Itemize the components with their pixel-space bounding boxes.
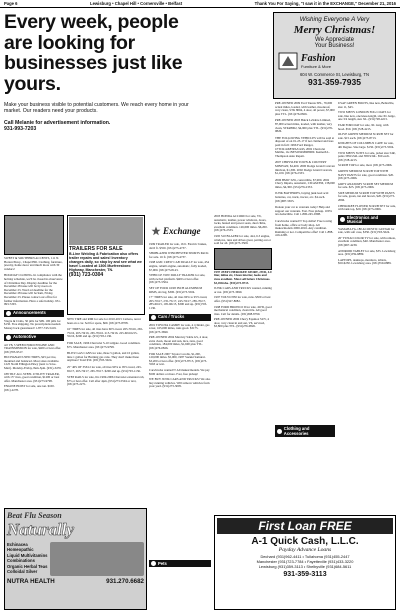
- paw-icon: [151, 561, 156, 566]
- column-1: [4, 215, 64, 393]
- section-label: Cars / Trucks: [158, 314, 185, 320]
- list-item: 16" TIRES for sale, all tires have 60% tread. 265-70r16, 265-75r16, 265-70r16, 265-70r16. 215-70r16. 225-60r16215-55r16, $200 and up. (931)703-1136.: [67, 328, 144, 339]
- list-item: TWO MEN'S SUITS for sale, jacket size 54R, pants 36Wx34L and 38Wx34L. $50 each. (931)728-4215.: [338, 151, 396, 162]
- list-item: CHEROKEE FLOWER SCRUB SET for sale, with tank top, $20. (931)273-2066.: [338, 204, 396, 212]
- list-item: 17" TIRES for sale, all tires 90% to 95% tread, 265-70r17, 235-75r17, 245-70r17, 285-70r17, 285-66r15, 195-60r15, $300 and up. (931)703-1136.: [149, 296, 208, 310]
- megaphone-icon: [6, 311, 11, 316]
- list-item: NEW TIRE and RIM for sale for 2010-2015 Camaro, never been on a car. Sell for spare, $60. (931)273-8708.: [67, 318, 141, 325]
- nutra-health-phone: 931.270.6682: [106, 578, 144, 585]
- nutra-health-name: NUTRA HEALTH: [7, 578, 55, 585]
- section-label: Clothing and Accessories: [283, 426, 310, 436]
- guitar-icon: [340, 217, 345, 222]
- list-item: Manchester (931)723-7784 • Fayetteville (931)433-3220: [256, 558, 354, 564]
- exchange-logo-text: Exchange: [163, 226, 201, 236]
- column-2: [67, 318, 145, 387]
- store-address: 604 W. Commerce St, Lewisburg, TN: [299, 72, 370, 77]
- beat-flu-title1: Beat Flu Season: [7, 511, 62, 520]
- list-item: PRE-OWNED 2009 Ford Taurus SEL, 76,000 actual miles, loaded, with leather, moonroof, very clean, STK 8094, 4 door, all power, $7,900 plus TTL. (931)276-0826.: [275, 102, 335, 116]
- page-number: Page 6: [4, 1, 18, 6]
- hero-headline: Every week, people are looking for businesses just like yours.: [4, 12, 183, 95]
- list-item: ENGINE HOIST for sale, one ton. $100. (931)-2278.: [4, 385, 55, 393]
- first-loan-title: First Loan FREE: [217, 518, 393, 534]
- list-item: BUCHANAN USED TIRES, $25 per tire, mounted and balanced. Most sizes available. 1225 North Ellington Pkwy (next to Save-Mart). Monday-Friday, 8am-5pm. (931)-3470.: [4, 356, 62, 371]
- list-item: FOR SALE 2007 Toyota Corolla, $1,200, 120,000 miles. $5,000, 1987 Suzuki Samurai. $3,200 or best offer. (931)273-8713, (931)273-5563 or text.: [149, 352, 208, 367]
- list-item: YAMAHA FG-180 ACOUSTIC GUITAR for sale, with soft case, $350. (931)703-5024.: [338, 227, 395, 235]
- list-item: 1997 VOLVO 850 for sale, runs. $500 or best offer. (931)327-8082.: [214, 296, 271, 303]
- column-5: [275, 102, 335, 238]
- store-phone: 931-359-7935: [308, 77, 361, 87]
- list-item: PRE-OWNED 2003 Buick LeSabre Limited, 87,000 actual miles, loaded, with leather, very clean, STK#8062, $4,900 plus TTL. (931)276-0826.: [275, 119, 333, 134]
- list-item: Donate your car to veterans today! Help and support our veterans. Fast. Free pickup. 100% tax deductible. Call 1-800-245-0398.: [275, 206, 332, 217]
- page-header: [0, 0, 400, 8]
- list-item: KNIGHTS OF COLUMBUS CAPE for sale, 4th Degree. Size large. $150. (931)273-5504.: [338, 142, 395, 149]
- greeting-ad: [273, 12, 396, 99]
- list-item: 4.0 V8, 5 SPEED FORD ENGINE AND TRANSMISSION for sale, $400 or best offer. (931)703-9517.: [4, 343, 61, 354]
- beat-flu-title2: Naturally: [7, 520, 75, 539]
- trailers-ad: [67, 215, 145, 315]
- list-item: JUNK CARS AND TRUCKS wanted, running or not. (931)273-3690.: [214, 287, 272, 294]
- hero-call-prefix: Call Melanie for advertisement information.: [4, 119, 111, 126]
- section-pets: [149, 560, 211, 567]
- list-item: THE FOLLOWING VEHICLES will be sold at disposal of on 01-23-17 if not claimed and fees paid in full: 1996 Ford Ranger, 1FTCR14X8TPA31243, 2002 Chevrolet Malibu, 1G1NE52J92M608000. Kenneth L. Thompson Auto Repair.: [275, 136, 335, 158]
- hero-call: [4, 120, 201, 133]
- list-item: 26" FUNAI COLOR TV for sale, with remote, excellent condition, $40. Manchester area. (931)967-4239.: [338, 236, 396, 248]
- list-item: Viagra & Cialis, 50 pills for $99. 100 pills for $150. Free shipping. No prescriptions needed. Money back guaranteed! 1-877-743-5419.: [4, 319, 62, 330]
- shirt-icon: [277, 429, 282, 434]
- list-item: Dechard (931)962-4411 • Tullahoma (931)455-2447: [260, 554, 350, 559]
- list-item: Cars/trucks wanted!!! All makes/models. We pay $500 dollars or more. Fast, free pickup!: [149, 369, 210, 376]
- column-3: [149, 243, 211, 389]
- list-item: 1998 FORD BRONCO II for sale, 4WD, good mechanical condition, clean title. All good tires. Call for details. (931)308-8790.: [214, 305, 272, 316]
- list-item: 1995 S10 BLAZER for sale, 4x4, 6.3 engine, windows, runs and drives great, parting out or sold for all. (931)273-3509.: [214, 234, 271, 246]
- list-item: 1998 GMC CREW CAB DUALLY for sale, 454 engine, rebuilt engine, automatic, fully loaded, $7,900. (931)273-8143.: [149, 261, 210, 272]
- store-logo-icon: [278, 52, 298, 70]
- list-item: JUNK BATTERIES, buying junk lead acid batteries, car, truck, tractor, etc. $4 each. (931)687-5655.: [275, 192, 329, 203]
- list-item: STEP RAILS for sale, fits 1999-2006 Chevrolet extended cab, $75 or best offer. Call after 4pm, (931)273-5504 or text, (931)273-2271.: [67, 376, 145, 387]
- list-item: USAF GREEN BOOTS, like new, Belleville, size 11, $45.: [338, 102, 395, 109]
- list-item: OLIVE GREEN MEDIUM SCRUB SET for sale. $15 each. (931)273-8713.: [338, 133, 394, 140]
- list-item: Lewisburg (931)359-3113 • Shelbyville (931)684-5611: [258, 563, 352, 569]
- list-item: Combinations: [7, 558, 35, 564]
- list-item: 188 TILT ALL STEEL UTILITY TRAILER, with 15" tires, good condition, $1200 or best offer. Manchester area. (931)273-9798.: [4, 372, 60, 383]
- car-icon: [6, 335, 11, 340]
- list-item: Liquid Multivitamins: [7, 552, 48, 558]
- list-item: Colloidal Silver: [7, 569, 38, 575]
- paper-locations: Lewisburg • Chapel Hill • Cornersville • Belfast: [90, 1, 183, 6]
- loan-phone: 931-359-3113: [283, 571, 327, 579]
- greeting-line4: Your Business!: [314, 43, 355, 49]
- trailer-photo: [69, 217, 143, 245]
- truck-icon: [151, 315, 156, 320]
- greeting-line1: Wishing Everyone A Very: [299, 16, 370, 23]
- list-item: SWEET & SOUTHERN ACCENTS, 111 N. Horton Pkwy., Chapel Hill. Clothing, furniture, jewelry, home decor and much more with 30 vendors!: [4, 257, 63, 271]
- tea-photo: [50, 542, 144, 576]
- greeting-line3: We Appreciate: [315, 37, 354, 43]
- list-item: VEHICLE TOW DOLLY TRAILER for sale, with swivel platform. $400 or best offer. (931)273-5504.: [149, 274, 206, 285]
- column-4: [214, 215, 272, 329]
- header-thanks: Thank You For Saying, "I saw it in the EXCHANGE," December 21, 2016: [254, 1, 396, 6]
- section-label: Electronics and Musical: [346, 214, 379, 224]
- list-item: GREEN MEDIUM SCRUB TOP WITH NAVY PANTS for sale, good condition. $20. (931)273-2066.: [338, 169, 394, 181]
- list-item: 25" 40S OF 35X12 for sale, all tires 90% to 95% tread, 245-65r17, 265-70r17, 265-70r17. $200 and up. (931)703-1136.: [67, 365, 142, 373]
- list-item: HOLIDAY CLOSING. In compliance with the holiday schedule, we'll be closed in observance of Christmas Day. Display deadline for the December 28 issue will be by noon on December 23. Word ad deadline for the December 28 issue will be 9am, Friday, December 23. Please contact our office for further information. Have a safe holiday. 931-993-7203.: [4, 274, 63, 307]
- loan-tagline: Payday Advance Loans: [278, 547, 332, 553]
- section-cars-trucks: [149, 314, 211, 321]
- list-item: LAPTOPS, desktops, monitors, tablets, $50-$250. Lewisburg area. (931)359-6889.: [338, 258, 392, 266]
- list-item: 2006 BMW 325i, convertible, $7,900. 2002 Chevy Impala, automatic, CD/AM/FM, 138,000 miles, $4,300. (931)276-2333.: [275, 178, 335, 189]
- list-item: 2007 CHRYSLER TOWN & COUNTRY MINIVAN, $2,400. 2000 Dodge Grand Caravan minivan, $1,300. 2002 Dodge Grand Caravan, $1,100. (931)276-2333.: [275, 161, 335, 176]
- list-item: 1997 JEEP CHEROKEE SPORT, 2WD, 4.0 liter, inline six, Clean interior, looks and runs excellent. Must sell before Christmas. $3,450/obo. (931)273-8713.: [214, 270, 272, 285]
- list-item: ANDROID TABLET for sale, $35. Lewisburg area. (931)359-6889.: [338, 249, 396, 257]
- storefront-photo: [4, 215, 64, 255]
- hero-body: Make your business visible to potential customers. We reach every home in your market. Our readers need your products.: [4, 102, 189, 115]
- trailers-body: B-Line Welding & Fabrication also offers trailer repairs and sales! Inventory changes daily, so stop by and see what we have! Located at 1306 Murfreesboro Highway, Manchester, TN.: [69, 252, 142, 273]
- store-name: Fashion: [301, 53, 336, 64]
- loan-company: A-1 Quick Cash, L.L.C.: [251, 536, 359, 547]
- list-item: PRE-OWNED 2004 Mercury Sable GS, 4 door, extra clean, moon and sun, nice, runs, good condition, 184,000 miles, $1,600 plus TTL. (931)276-0826.: [149, 336, 209, 351]
- list-item: 2003 HONDA ACCORD for sale, V6, automatic, leather, power windows, doors, locks, heated and power seats, dual clima, excellent condition. 126,000 miles. $6,200. (931)276-2333.: [214, 215, 268, 233]
- list-item: SET OF FOUR 16X8 INCH ALUMINUM RIMS, six lug, $300. (931)273-5504.: [149, 286, 203, 294]
- list-item: GREY ANATOMY SCRUB SET MEDIUM for sale. $25. (931)273-2066.: [338, 182, 394, 190]
- first-loan-ad: [214, 515, 396, 610]
- list-item: WE BUY JUNK CARS AND TRUCKS! We also buy running vehicles. Will remove vehicles from your yard. (931)273-3005.: [149, 378, 211, 389]
- list-item: 1999 TRAILER for sale, 16 ft. Electric brakes, 4x10 ft. $550. (931)273-4737.: [149, 243, 208, 250]
- list-item: SCRUB TOP for sale, med. (931)273-2066.: [338, 164, 393, 168]
- list-item: Organic Herbal Teas: [7, 563, 48, 569]
- hero-ad: [4, 12, 201, 212]
- list-item: FAIR FORCOAT for sale, XL long, with hood. $50. (931)728-4215.: [338, 123, 389, 131]
- section-label: Announcements: [13, 310, 46, 316]
- greeting-line2: Merry Christmas!: [293, 24, 376, 36]
- loan-locations: [217, 555, 393, 569]
- trailers-phone: (931) 723-0304: [69, 272, 104, 279]
- section-label: Pets: [158, 561, 167, 566]
- section-announcements: [4, 310, 64, 317]
- section-clothing: [275, 425, 335, 437]
- store-tag: Furniture & More: [301, 64, 332, 69]
- beat-flu-list: [7, 542, 47, 576]
- trailers-title: TRAILERS FOR SALE: [69, 246, 123, 252]
- list-item: Homeopathic: [7, 547, 34, 553]
- beat-flu-ad: [4, 508, 147, 610]
- list-item: Echinacea: [7, 542, 28, 547]
- list-item: SHOBLAZER WINCHESTER SPORTS PACK for sale. 16 ft. (931)273-4737.: [149, 252, 209, 259]
- exchange-logo: [151, 222, 201, 240]
- section-automotive: [4, 334, 64, 341]
- list-item: FOR SALE, 1996 Chevrolet S-10 tailgate. Good condition. $75. Manchester area. (931)273-9798.: [67, 341, 141, 349]
- list-item: Cars/trucks wanted!!! Top dollar! Free towing from home, office or body shop. All makes/models 2000-2016. Any condition. Running or not. Competitive offer! Call 1-888-416-2208.: [275, 220, 334, 238]
- hero-phone: 931-993-7203: [4, 126, 37, 133]
- jeep-photo: [214, 248, 272, 270]
- list-item: BLITZ GAS CANS for sale, three 5 gallon, and 10 gallon, nine 1 gallon for Burning gas cans. They don't make these anymore! Total $50. (931)703-5024.: [67, 352, 140, 363]
- list-item: 2001 TOYOTA CAMRY for sale, 4 cylinder, gas saver, 165,000 miles, runs good. $3175. (931)273-3690.: [149, 323, 210, 334]
- section-label: Automotive: [13, 334, 37, 340]
- star-logo-icon: [151, 226, 161, 236]
- list-item: SIZE MEDIUM SCRUB TOP WITH PANTS for sale, green, tan and brown, $20. (931)273-2066.: [338, 191, 395, 203]
- column-6: [338, 102, 396, 266]
- list-item: PRE-OWNED 2006 Chevy Equinox SUV, 4 door, very clean in and out, V6, serviced, $3,800 plus TTL. (931)276-0826.: [214, 318, 269, 329]
- list-item: TWO MEN'S LONDON FOG COATS for sale, like new, one knee-length, size XL beige, one 3/4 length, size XL. (931)728-4215.: [338, 111, 396, 122]
- section-electronics: [338, 215, 396, 225]
